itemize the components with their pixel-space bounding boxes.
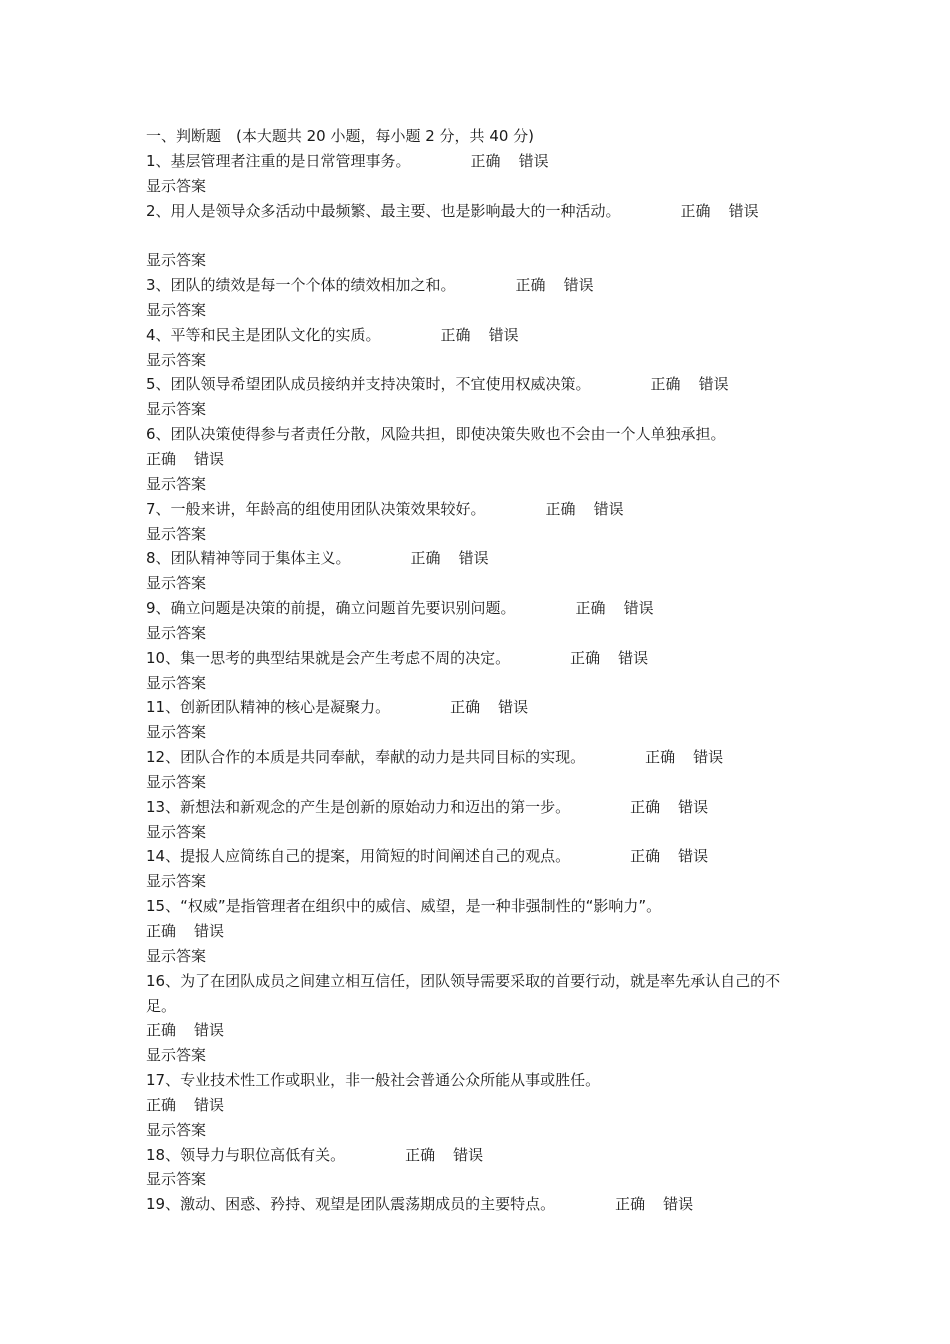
question-text: 7、一般来讲，年龄高的组使用团队决策效果较好。 bbox=[146, 499, 486, 518]
option-wrong[interactable]: 错误 bbox=[693, 748, 724, 767]
option-wrong[interactable]: 错误 bbox=[498, 698, 529, 717]
option-wrong[interactable]: 错误 bbox=[728, 201, 759, 220]
question-item bbox=[146, 1192, 810, 1217]
question-line bbox=[146, 1192, 810, 1217]
options-line bbox=[146, 447, 810, 472]
show-answer-link[interactable]: 显示答案 bbox=[146, 673, 207, 692]
option-correct[interactable]: 正确 bbox=[450, 698, 481, 717]
option-wrong[interactable]: 错误 bbox=[593, 499, 624, 518]
options-line bbox=[146, 1018, 810, 1043]
show-answer-link[interactable]: 显示答案 bbox=[146, 474, 207, 493]
question-item bbox=[146, 844, 810, 894]
options-line bbox=[146, 919, 810, 944]
show-answer-link[interactable]: 显示答案 bbox=[146, 723, 207, 742]
question-item bbox=[146, 199, 810, 274]
question-item bbox=[146, 695, 810, 745]
show-answer-link[interactable]: 显示答案 bbox=[146, 1170, 207, 1189]
question-item bbox=[146, 1143, 810, 1193]
question-item bbox=[146, 894, 810, 969]
question-text: 9、确立问题是决策的前提，确立问题首先要识别问题。 bbox=[146, 599, 516, 618]
show-answer-link[interactable]: 显示答案 bbox=[146, 524, 207, 543]
option-correct[interactable]: 正确 bbox=[146, 449, 177, 468]
question-item bbox=[146, 323, 810, 373]
option-wrong[interactable]: 错误 bbox=[194, 449, 225, 468]
question-text: 12、团队合作的本质是共同奉献，奉献的动力是共同目标的实现。 bbox=[146, 748, 586, 767]
document-body bbox=[146, 124, 810, 1217]
question-list bbox=[146, 149, 810, 1217]
option-correct[interactable]: 正确 bbox=[405, 1145, 436, 1164]
question-text: 3、团队的绩效是每一个个体的绩效相加之和。 bbox=[146, 276, 456, 295]
option-wrong[interactable]: 错误 bbox=[618, 648, 649, 667]
show-answer-link[interactable]: 显示答案 bbox=[146, 822, 207, 841]
question-line bbox=[146, 894, 810, 919]
question-text: 5、团队领导希望团队成员接纳并支持决策时，不宜使用权威决策。 bbox=[146, 375, 591, 394]
question-text: 16、为了在团队成员之间建立相互信任，团队领导需要采取的首要行动，就是率先承认自己的不足。 bbox=[146, 971, 781, 1015]
option-wrong[interactable]: 错误 bbox=[623, 599, 654, 618]
question-item bbox=[146, 596, 810, 646]
option-correct[interactable]: 正确 bbox=[575, 599, 606, 618]
option-correct[interactable]: 正确 bbox=[146, 922, 177, 940]
question-item bbox=[146, 795, 810, 845]
question-text: 4、平等和民主是团队文化的实质。 bbox=[146, 325, 381, 344]
question-line bbox=[146, 969, 810, 1019]
question-text: 10、集一思考的典型结果就是会产生考虑不周的决定。 bbox=[146, 648, 511, 667]
show-answer-link[interactable]: 显示答案 bbox=[146, 623, 207, 642]
question-line bbox=[146, 199, 810, 224]
option-correct[interactable]: 正确 bbox=[146, 1021, 177, 1040]
option-correct[interactable]: 正确 bbox=[615, 1195, 646, 1214]
question-text: 15、“权威”是指管理者在组织中的威信、威望，是一种非强制性的“影响力”。 bbox=[146, 897, 662, 916]
option-correct[interactable]: 正确 bbox=[570, 648, 601, 667]
question-line bbox=[146, 372, 810, 397]
option-wrong[interactable]: 错误 bbox=[678, 797, 709, 816]
option-wrong[interactable]: 错误 bbox=[194, 922, 225, 940]
option-correct[interactable]: 正确 bbox=[645, 748, 676, 767]
option-wrong[interactable]: 错误 bbox=[678, 847, 709, 866]
question-text: 14、提报人应简练自己的提案，用简短的时间阐述自己的观点。 bbox=[146, 847, 571, 866]
question-line bbox=[146, 497, 810, 522]
question-item bbox=[146, 422, 810, 497]
option-wrong[interactable]: 错误 bbox=[458, 549, 489, 568]
question-item bbox=[146, 273, 810, 323]
question-text: 13、新想法和新观念的产生是创新的原始动力和迈出的第一步。 bbox=[146, 797, 571, 816]
option-correct[interactable]: 正确 bbox=[470, 151, 501, 170]
section-title: 一、判断题 (本大题共 20 小题，每小题 2 分，共 40 分) bbox=[146, 127, 535, 145]
question-line bbox=[146, 596, 810, 621]
question-item bbox=[146, 546, 810, 596]
option-wrong[interactable]: 错误 bbox=[698, 375, 729, 394]
question-item bbox=[146, 149, 810, 199]
option-correct[interactable]: 正确 bbox=[650, 375, 681, 394]
question-item bbox=[146, 646, 810, 696]
option-correct[interactable]: 正确 bbox=[515, 276, 546, 295]
option-wrong[interactable]: 错误 bbox=[563, 276, 594, 295]
question-line bbox=[146, 323, 810, 348]
question-item bbox=[146, 745, 810, 795]
question-text: 6、团队决策使得参与者责任分散，风险共担，即使决策失败也不会由一个人单独承担。 bbox=[146, 425, 726, 444]
question-text: 2、用人是领导众多活动中最频繁、最主要、也是影响最大的一种活动。 bbox=[146, 201, 621, 220]
question-line bbox=[146, 844, 810, 869]
option-wrong[interactable]: 错误 bbox=[194, 1095, 225, 1114]
show-answer-link[interactable]: 显示答案 bbox=[146, 251, 207, 270]
question-line bbox=[146, 695, 810, 720]
question-line bbox=[146, 795, 810, 820]
question-line bbox=[146, 1068, 810, 1093]
show-answer-link[interactable]: 显示答案 bbox=[146, 350, 207, 369]
question-line bbox=[146, 273, 810, 298]
option-correct[interactable]: 正确 bbox=[545, 499, 576, 518]
question-line bbox=[146, 422, 810, 447]
question-line bbox=[146, 646, 810, 671]
show-answer-link[interactable]: 显示答案 bbox=[146, 772, 207, 791]
question-text: 8、团队精神等同于集体主义。 bbox=[146, 549, 351, 568]
show-answer-link[interactable]: 显示答案 bbox=[146, 946, 207, 965]
question-item bbox=[146, 372, 810, 422]
option-correct[interactable]: 正确 bbox=[440, 325, 471, 344]
question-text: 1、基层管理者注重的是日常管理事务。 bbox=[146, 151, 411, 170]
option-correct[interactable]: 正确 bbox=[146, 1095, 177, 1114]
question-text: 11、创新团队精神的核心是凝聚力。 bbox=[146, 698, 391, 717]
question-item bbox=[146, 969, 810, 1068]
show-answer-link[interactable]: 显示答案 bbox=[146, 1120, 207, 1139]
question-text: 19、激动、困惑、矜持、观望是团队震荡期成员的主要特点。 bbox=[146, 1195, 556, 1214]
show-answer-link[interactable]: 显示答案 bbox=[146, 1046, 207, 1065]
blank-line bbox=[146, 223, 810, 248]
show-answer-link[interactable]: 显示答案 bbox=[146, 574, 207, 593]
show-answer-link[interactable]: 显示答案 bbox=[146, 300, 207, 319]
show-answer-link[interactable]: 显示答案 bbox=[146, 400, 207, 419]
option-correct[interactable]: 正确 bbox=[680, 201, 711, 220]
option-wrong[interactable]: 错误 bbox=[663, 1195, 694, 1214]
option-wrong[interactable]: 错误 bbox=[488, 325, 519, 344]
question-line bbox=[146, 149, 810, 174]
question-line bbox=[146, 546, 810, 571]
option-correct[interactable]: 正确 bbox=[630, 847, 661, 866]
question-text: 18、领导力与职位高低有关。 bbox=[146, 1145, 346, 1164]
question-text: 17、专业技术性工作或职业，非一般社会普通公众所能从事或胜任。 bbox=[146, 1071, 601, 1090]
show-answer-link[interactable]: 显示答案 bbox=[146, 872, 207, 891]
question-line bbox=[146, 1143, 810, 1168]
option-correct[interactable]: 正确 bbox=[630, 797, 661, 816]
options-line bbox=[146, 1093, 810, 1118]
question-line bbox=[146, 745, 810, 770]
option-correct[interactable]: 正确 bbox=[410, 549, 441, 568]
question-item bbox=[146, 1068, 810, 1143]
option-wrong[interactable]: 错误 bbox=[194, 1021, 225, 1040]
question-item bbox=[146, 497, 810, 547]
show-answer-link[interactable]: 显示答案 bbox=[146, 176, 207, 195]
option-wrong[interactable]: 错误 bbox=[453, 1145, 484, 1164]
option-wrong[interactable]: 错误 bbox=[518, 151, 549, 170]
